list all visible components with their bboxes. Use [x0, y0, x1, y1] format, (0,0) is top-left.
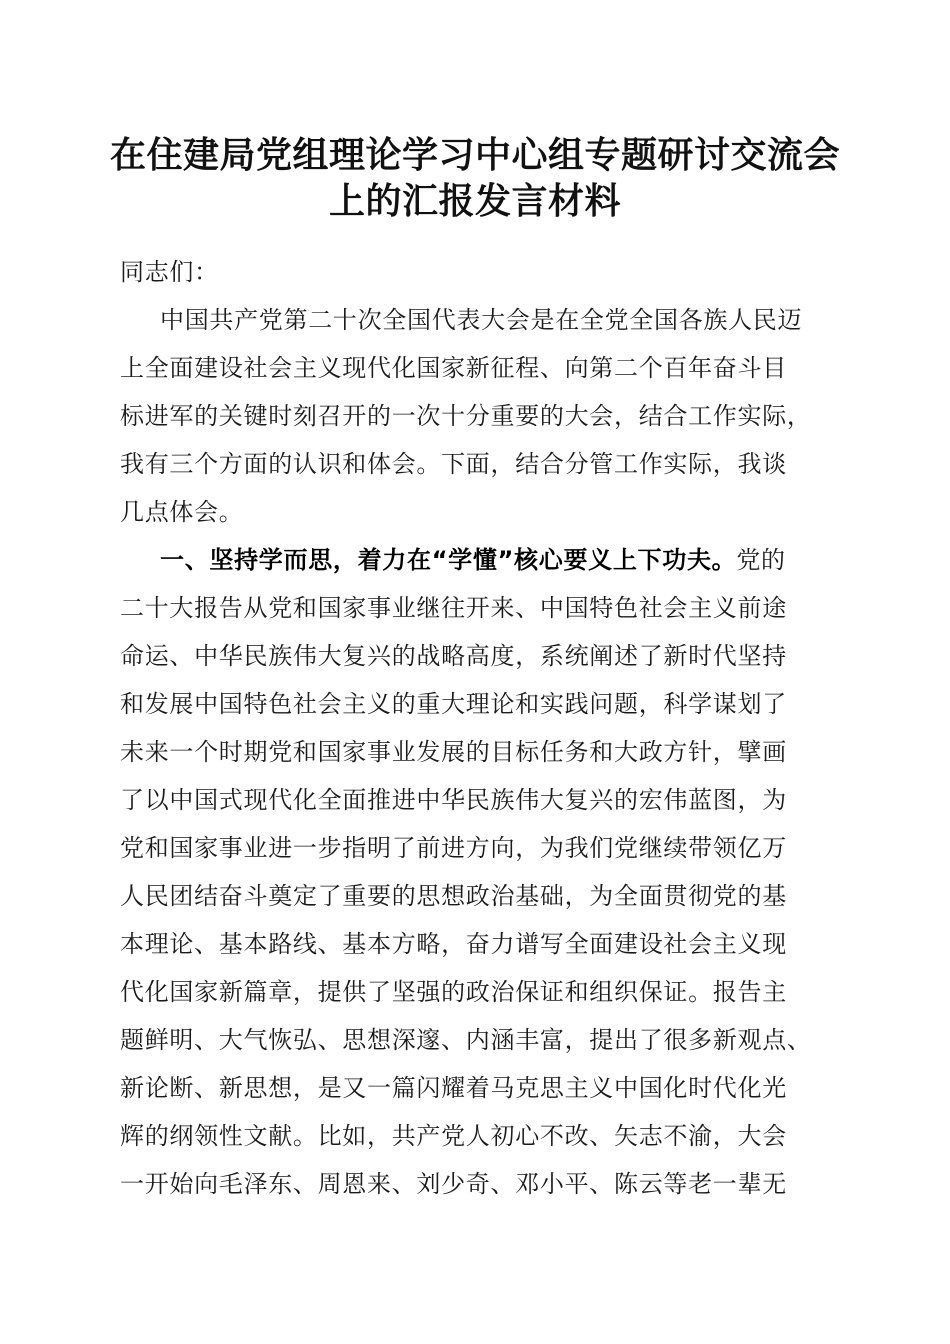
paragraph-1-line-3: 标进军的关键时刻召开的一次十分重要的大会，结合工作实际， [120, 402, 812, 430]
document-title [100, 132, 850, 224]
paragraph-2-line-13: 辉的纲领性文献。比如，共产党人初心不改、矢志不渝，大会 [120, 1122, 787, 1150]
paragraph-1-line-2: 上全面建设社会主义现代化国家新征程、向第二个百年奋斗目 [120, 354, 787, 382]
salutation: 同志们： [120, 258, 219, 286]
document-body [120, 248, 840, 1208]
paragraph-1-line-5: 几点体会。 [120, 498, 244, 526]
paragraph-2-line-7: 党和国家事业进一步指明了前进方向，为我们党继续带领亿万 [120, 834, 787, 862]
paragraph-2-line-10: 代化国家新篇章，提供了坚强的政治保证和组织保证。报告主 [120, 978, 787, 1006]
paragraph-2-line-5: 未来一个时期党和国家事业发展的目标任务和大政方针，擘画 [120, 738, 787, 766]
paragraph-2-line-2: 二十大报告从党和国家事业继往开来、中国特色社会主义前途 [120, 594, 787, 622]
paragraph-2-line-1 [120, 536, 840, 584]
paragraph-2-line-11: 题鲜明、大气恢弘、思想深邃、内涵丰富，提出了很多新观点、 [120, 1026, 812, 1054]
paragraph-2-line-3: 命运、中华民族伟大复兴的战略高度，系统阐述了新时代坚持 [120, 642, 787, 670]
title-line-1: 在住建局党组理论学习中心组专题研讨交流会 [109, 134, 840, 176]
paragraph-2-line-4: 和发展中国特色社会主义的重大理论和实践问题，科学谋划了 [120, 690, 787, 718]
paragraph-2-heading-tail: 党的 [736, 546, 786, 574]
paragraph-2-line-9: 本理论、基本路线、基本方略，奋力谱写全面建设社会主义现 [120, 930, 787, 958]
paragraph-2-line-12: 新论断、新思想，是又一篇闪耀着马克思主义中国化时代化光 [120, 1074, 787, 1102]
paragraph-2-line-14: 一开始向毛泽东、周恩来、刘少奇、邓小平、陈云等老一辈无 [120, 1170, 787, 1198]
paragraph-2-line-6: 了以中国式现代化全面推进中华民族伟大复兴的宏伟蓝图，为 [120, 786, 787, 814]
title-line-2: 上的汇报发言材料 [328, 180, 621, 222]
section-heading-1: 一、坚持学而思，着力在“学懂”核心要义上下功夫。 [160, 546, 737, 574]
paragraph-1-line-4: 我有三个方面的认识和体会。下面，结合分管工作实际，我谈 [120, 450, 787, 478]
paragraph-2-line-8: 人民团结奋斗奠定了重要的思想政治基础，为全面贯彻党的基 [120, 882, 787, 910]
paragraph-1-line-1: 中国共产党第二十次全国代表大会是在全党全国各族人民迈 [160, 306, 803, 334]
